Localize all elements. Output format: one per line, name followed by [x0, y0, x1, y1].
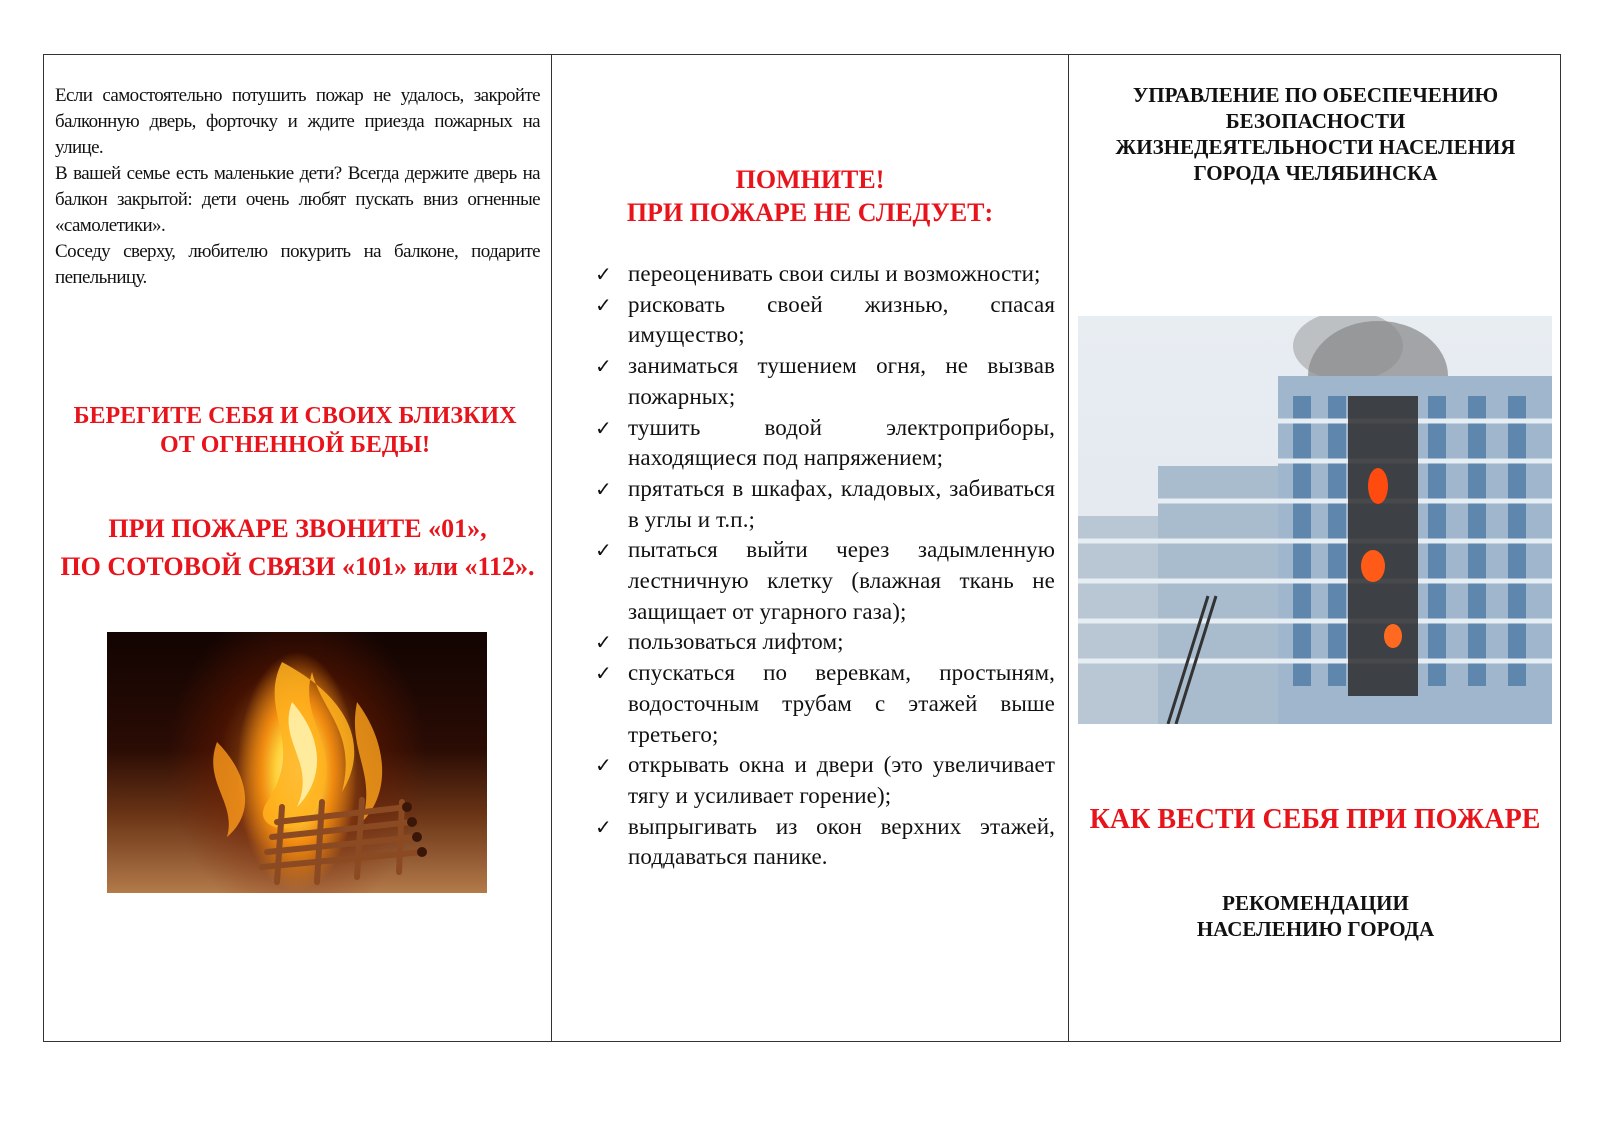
rec-line-2: НАСЕЛЕНИЮ ГОРОДА	[1196, 917, 1435, 941]
checkmark-icon: ✓	[595, 262, 612, 286]
checkmark-icon: ✓	[595, 292, 612, 317]
fold-line-left	[551, 54, 552, 1042]
organization-name	[1078, 82, 1553, 186]
emergency-line-1: ПРИ ПОЖАРЕ ЗВОНИТЕ «01»,	[108, 514, 487, 543]
org-line-1: УПРАВЛЕНИЕ ПО ОБЕСПЕЧЕНИЮ	[1132, 83, 1499, 107]
beregite-line-1: БЕРЕГИТЕ СЕБЯ И СВОИХ БЛИЗКИХ	[73, 403, 517, 429]
advice-paragraph-children: В вашей семье есть маленькие дети? Всегда держите дверь на балкон закрытой: дети очень любят пускать вниз огненные «самолетики».	[55, 163, 540, 236]
list-item: ✓ выпрыгивать из окон верхних этажей, поддаваться панике.	[595, 813, 1055, 870]
advice-paragraph-balcony-door: Если самостоятельно потушить пожар не удалось, закройте балконную дверь, форточку и ждите приезда пожарных на улице.	[55, 85, 540, 158]
burning-matches-photo	[107, 632, 487, 893]
do-not-title: ПРИ ПОЖАРЕ НЕ СЛЕДУЕТ:	[626, 198, 994, 227]
list-item: ✓ пользоваться лифтом;	[595, 627, 1055, 658]
fold-line-right	[1068, 54, 1069, 1042]
org-line-3: ЖИЗНЕДЕЯТЕЛЬНОСТИ НАСЕЛЕНИЯ	[1115, 135, 1516, 159]
burning-matches-illustration	[107, 632, 487, 893]
burning-building-illustration	[1078, 316, 1552, 724]
list-item: ✓ пытаться выйти через задымленную лестничную клетку (влажная ткань не защищает от угарного газа);	[595, 537, 1055, 624]
checkmark-icon: ✓	[595, 814, 612, 839]
advice-paragraph-neighbor: Соседу сверху, любителю покурить на балконе, подарите пепельницу.	[55, 241, 540, 288]
checkmark-icon: ✓	[595, 415, 612, 440]
checkmark-icon: ✓	[595, 753, 612, 778]
brochure-headline: КАК ВЕСТИ СЕБЯ ПРИ ПОЖАРЕ	[1089, 804, 1541, 835]
burning-building-photo	[1078, 316, 1552, 724]
checkmark-icon: ✓	[595, 354, 612, 379]
remember-title: ПОМНИТЕ!	[735, 165, 885, 194]
checkmark-icon: ✓	[595, 538, 612, 563]
list-item: ✓ рисковать своей жизнью, спасая имущество;	[595, 291, 1055, 348]
prohibited-actions-list	[595, 259, 1055, 873]
rec-line-1: РЕКОМЕНДАЦИИ	[1222, 891, 1409, 915]
org-line-2: БЕЗОПАСНОСТИ	[1225, 109, 1406, 133]
list-item: ✓ открывать окна и двери (это увеличивает тягу и усиливает горение);	[595, 752, 1055, 808]
emergency-line-2: ПО СОТОВОЙ СВЯЗИ «101» или «112».	[60, 552, 535, 581]
list-item: ✓ спускаться по веревкам, простыням, водосточным трубам с этажей выше третьего;	[595, 660, 1055, 747]
list-item: ✓ прятаться в шкафах, кладовых, забиваться в углы и т.п.;	[595, 475, 1055, 532]
checkmark-icon: ✓	[595, 661, 612, 686]
list-item: ✓ заниматься тушением огня, не вызвав пожарных;	[595, 353, 1055, 409]
checkmark-icon: ✓	[595, 476, 612, 501]
checkmark-icon: ✓	[595, 630, 612, 655]
emergency-numbers	[45, 510, 550, 586]
list-item: ✓ тушить водой электроприборы, находящиеся под напряжением;	[595, 414, 1055, 471]
beregite-slogan	[45, 402, 545, 460]
beregite-line-2: ОТ ОГНЕННОЙ БЕДЫ!	[160, 432, 430, 458]
org-line-4: ГОРОДА ЧЕЛЯБИНСКА	[1193, 161, 1438, 185]
recommendations-subtitle	[1078, 890, 1553, 942]
remember-heading	[595, 163, 1025, 229]
list-item: ✓ переоценивать свои силы и возможности;	[595, 259, 1055, 290]
